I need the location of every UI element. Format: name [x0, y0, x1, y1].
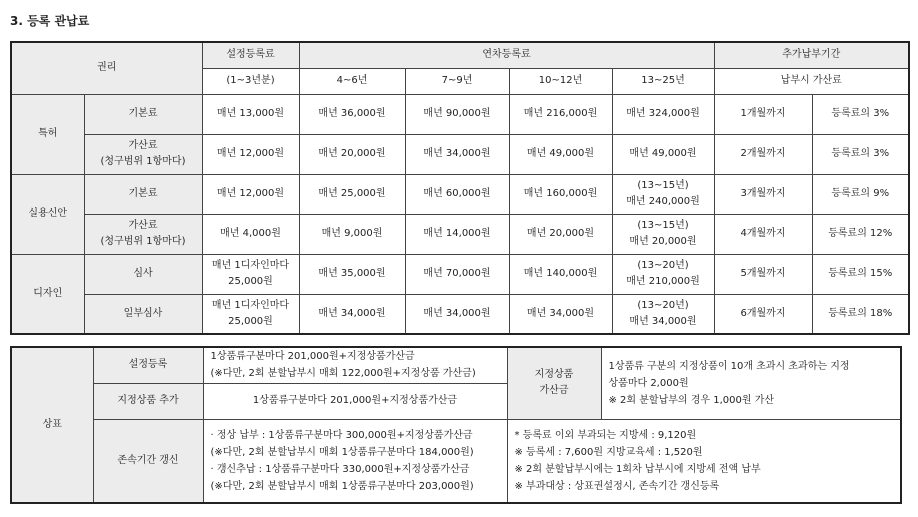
annual-fee: 매년 34,000원 — [509, 294, 612, 334]
header-period: 10~12년 — [509, 68, 612, 94]
header-period: 13~25년 — [612, 68, 714, 94]
section-title: 3. 등록 관납료 — [10, 14, 90, 28]
trademark-renew-value: · 정상 납부 : 1상품류구분마다 300,000원+지정상품가산금 (※다만, 2회 분할납부시 매회 1상품류구분마다 184,000원) · 갱신추납 : 1상품류구분마다 330,000원+지정상품가산금 (※다만, 2회 분할납부시 매회 1상품류구분마다 203,000원) — [203, 419, 507, 503]
fee-row — [11, 94, 909, 134]
trademark-setup-value: 1상품류구분마다 201,000원+지정상품가산금 (※다만, 2회 분할납부시 매회 122,000원+지정상품 가산금) — [203, 347, 507, 383]
fee-row — [11, 294, 909, 334]
fee-row — [11, 174, 909, 214]
late-period: 2개월까지 — [714, 134, 812, 174]
annual-fee: (13~20년) 매년 210,000원 — [612, 254, 714, 294]
header-late-sub: 납부시 가산료 — [714, 68, 909, 94]
late-period: 3개월까지 — [714, 174, 812, 214]
annual-fee: 매년 140,000원 — [509, 254, 612, 294]
late-period: 6개월까지 — [714, 294, 812, 334]
annual-fee: 매년 60,000원 — [405, 174, 509, 214]
setup-fee: 매년 4,000원 — [202, 214, 299, 254]
trademark-add-value: 1상품류구분마다 201,000원+지정상품가산금 — [203, 383, 507, 419]
annual-fee: 매년 160,000원 — [509, 174, 612, 214]
row-type-label: 가산료 (청구범위 1항마다) — [84, 214, 202, 254]
late-fee: 등록료의 15% — [812, 254, 909, 294]
header-period: 4~6년 — [299, 68, 405, 94]
annual-fee: 매년 14,000원 — [405, 214, 509, 254]
annual-fee: (13~15년) 매년 20,000원 — [612, 214, 714, 254]
late-period: 4개월까지 — [714, 214, 812, 254]
annual-fee: 매년 35,000원 — [299, 254, 405, 294]
header-setup: 설정등록료 — [202, 42, 299, 68]
annual-fee: 매년 34,000원 — [299, 294, 405, 334]
annual-fee: (13~20년) 매년 34,000원 — [612, 294, 714, 334]
annual-fee: 매년 20,000원 — [509, 214, 612, 254]
setup-fee: 매년 1디자인마다 25,000원 — [202, 254, 299, 294]
header-late: 추가납부기간 — [714, 42, 909, 68]
annual-fee: 매년 9,000원 — [299, 214, 405, 254]
row-group-label: 특허 — [11, 94, 84, 174]
trademark-renew-label: 존속기간 갱신 — [93, 419, 203, 503]
setup-fee: 매년 12,000원 — [202, 174, 299, 214]
header-setup-sub: (1~3년분) — [202, 68, 299, 94]
header-period: 7~9년 — [405, 68, 509, 94]
designated-label: 지정상품 가산금 — [507, 347, 601, 419]
late-fee: 등록료의 3% — [812, 94, 909, 134]
annual-fee: (13~15년) 매년 240,000원 — [612, 174, 714, 214]
setup-fee: 매년 1디자인마다 25,000원 — [202, 294, 299, 334]
late-period: 5개월까지 — [714, 254, 812, 294]
header-annual: 연차등록료 — [299, 42, 714, 68]
fee-row — [11, 134, 909, 174]
setup-fee: 매년 12,000원 — [202, 134, 299, 174]
row-type-label: 가산료 (청구범위 1항마다) — [84, 134, 202, 174]
annual-fee: 매년 20,000원 — [299, 134, 405, 174]
trademark-fee-table — [10, 346, 902, 504]
late-fee: 등록료의 18% — [812, 294, 909, 334]
row-group-label: 실용신안 — [11, 174, 84, 254]
annual-fee: 매년 49,000원 — [612, 134, 714, 174]
late-fee: 등록료의 3% — [812, 134, 909, 174]
late-fee: 등록료의 9% — [812, 174, 909, 214]
fee-row — [11, 254, 909, 294]
row-type-label: 기본료 — [84, 174, 202, 214]
annual-fee: 매년 90,000원 — [405, 94, 509, 134]
row-type-label: 기본료 — [84, 94, 202, 134]
annual-fee: 매년 25,000원 — [299, 174, 405, 214]
annual-fee: 매년 36,000원 — [299, 94, 405, 134]
annual-fee: 매년 216,000원 — [509, 94, 612, 134]
header-rights: 권리 — [11, 42, 202, 94]
annual-fee: 매년 34,000원 — [405, 134, 509, 174]
trademark-setup-label: 설정등록 — [93, 347, 203, 383]
late-fee: 등록료의 12% — [812, 214, 909, 254]
trademark-tax-value: * 등록료 이외 부과되는 지방세 : 9,120원 ※ 등록세 : 7,600원 지방교육세 : 1,520원 ※ 2회 분할납부시에는 1회차 납부시에 지방세 전액 납부 ※ 부과대상 : 상표권설정시, 존속기간 갱신등록 — [507, 419, 901, 503]
fee-row — [11, 214, 909, 254]
annual-fee: 매년 324,000원 — [612, 94, 714, 134]
row-type-label: 심사 — [84, 254, 202, 294]
row-type-label: 일부심사 — [84, 294, 202, 334]
patent-fee-table — [10, 41, 910, 335]
late-period: 1개월까지 — [714, 94, 812, 134]
annual-fee: 매년 34,000원 — [405, 294, 509, 334]
row-group-label: 디자인 — [11, 254, 84, 334]
setup-fee: 매년 13,000원 — [202, 94, 299, 134]
trademark-add-label: 지정상품 추가 — [93, 383, 203, 419]
designated-value: 1상품류 구분의 지정상품이 10개 초과시 초과하는 지정 상품마다 2,000원 ※ 2회 분할납부의 경우 1,000원 가산 — [601, 347, 901, 419]
trademark-group-label: 상표 — [11, 347, 93, 503]
annual-fee: 매년 49,000원 — [509, 134, 612, 174]
annual-fee: 매년 70,000원 — [405, 254, 509, 294]
